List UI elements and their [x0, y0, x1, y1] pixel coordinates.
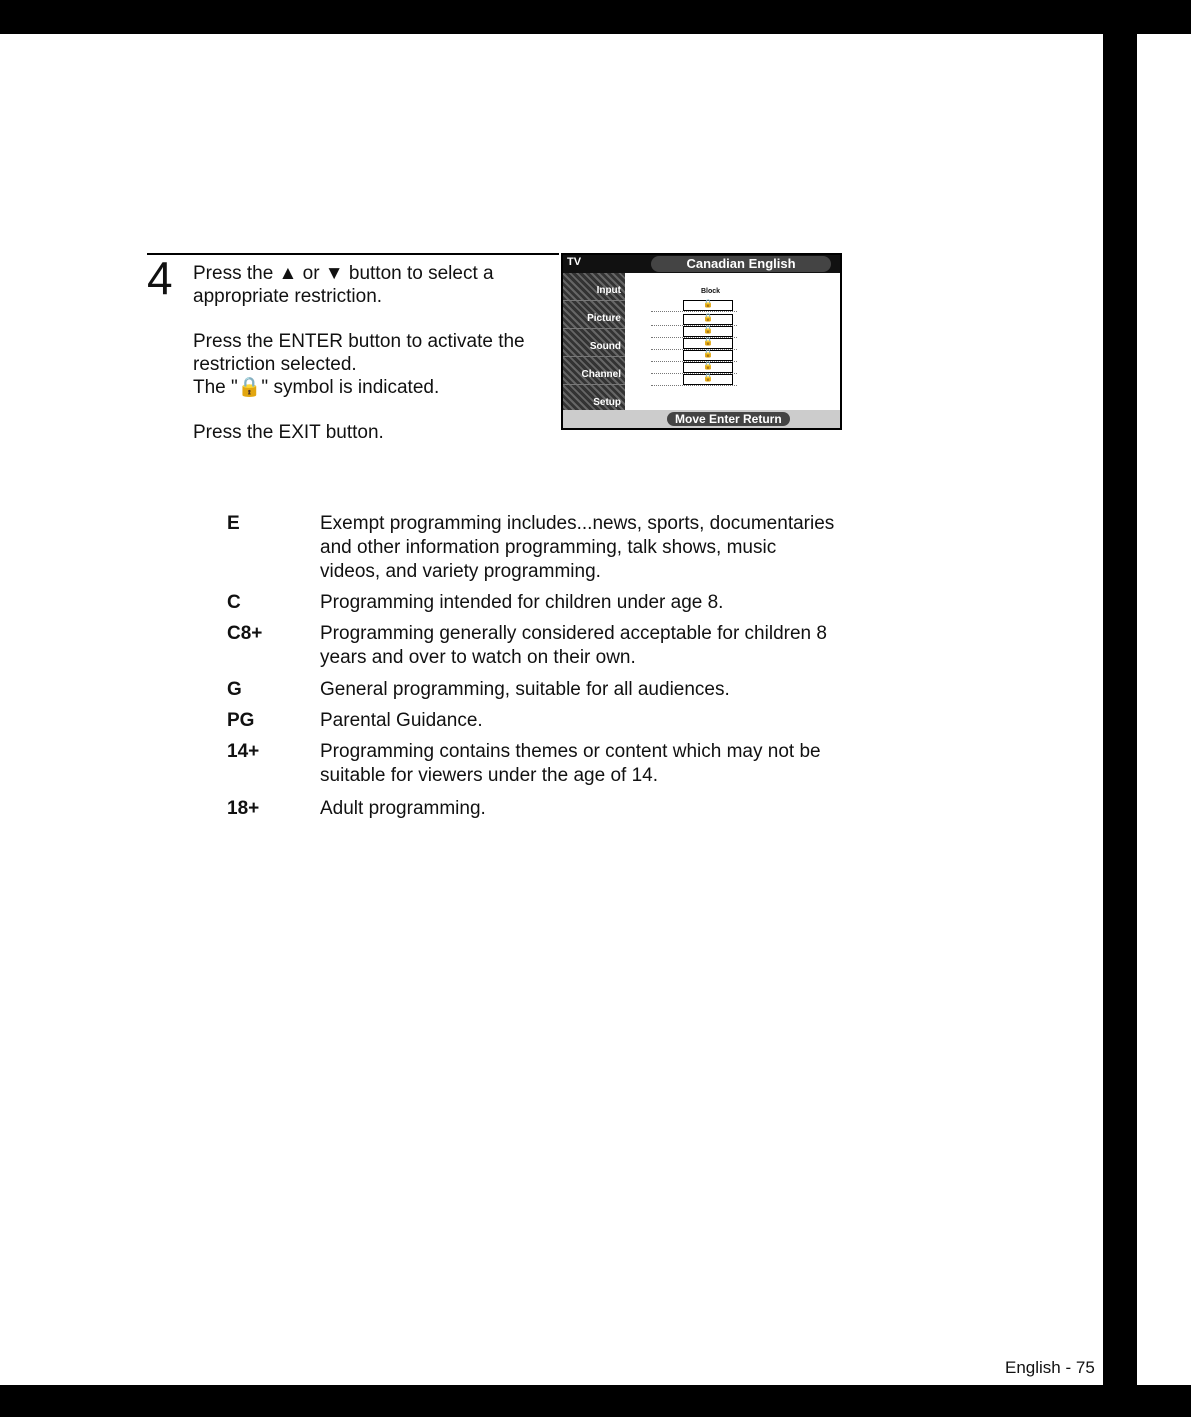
top-border	[0, 0, 1191, 34]
rating-code: PG	[227, 710, 255, 731]
rating-code: C8+	[227, 623, 263, 644]
rating-code: C	[227, 592, 241, 613]
step-paragraph-exit: Press the EXIT button.	[193, 422, 384, 443]
rating-code: 18+	[227, 798, 260, 819]
rating-description: Parental Guidance.	[320, 710, 483, 731]
rating-description: Programming contains themes or content which may not be suitable for viewers under the age of 14.	[320, 741, 821, 786]
rating-description: Exempt programming includes...news, sports, documentaries and other information programming, talk shows, music videos, and variety programming.	[320, 513, 835, 582]
right-border	[1103, 0, 1137, 1385]
page-number: English - 75	[1005, 1358, 1095, 1377]
step-paragraph-enter: Press the ENTER button to activate the restriction selected. The "🔒" symbol is indicated.	[193, 331, 525, 398]
osd-tv-label: TV	[567, 256, 582, 268]
osd-menu-screenshot	[561, 253, 842, 430]
step-paragraph-select: Press the ▲ or ▼ button to select a appropriate restriction.	[193, 263, 494, 307]
lock-icon: 🔒	[703, 361, 713, 370]
lock-icon: 🔒	[703, 313, 713, 322]
rating-description: Adult programming.	[320, 798, 486, 819]
osd-sidebar	[563, 273, 625, 410]
osd-row	[651, 373, 737, 386]
rating-code: G	[227, 679, 242, 700]
rating-description: Programming generally considered acceptable for children 8 years and over to watch on their own.	[320, 623, 827, 668]
lock-icon: 🔒	[703, 337, 713, 346]
step-divider	[147, 253, 559, 255]
osd-menu-channel: Channel	[563, 357, 625, 385]
osd-rating-panel	[651, 285, 741, 389]
osd-menu-input: Input	[563, 273, 625, 301]
step-number: 4	[147, 252, 173, 304]
step-instructions	[193, 262, 553, 466]
osd-footer-hints: Move Enter Return	[667, 412, 790, 426]
bottom-border	[0, 1385, 1191, 1417]
osd-row	[651, 299, 737, 312]
lock-icon: 🔒	[703, 373, 713, 382]
osd-heading: Canadian English	[651, 256, 831, 272]
osd-menu-picture: Picture	[563, 301, 625, 329]
osd-block-label: Block	[701, 288, 721, 295]
osd-menu-sound: Sound	[563, 329, 625, 357]
lock-icon: 🔒	[703, 325, 713, 334]
rating-code: E	[227, 513, 240, 534]
rating-description: Programming intended for children under age 8.	[320, 592, 724, 613]
osd-title-bar	[563, 255, 840, 273]
rating-code: 14+	[227, 741, 260, 762]
lock-icon: 🔒	[703, 349, 713, 358]
osd-footer	[563, 410, 840, 428]
rating-description: General programming, suitable for all audiences.	[320, 679, 730, 700]
lock-icon: 🔒	[703, 299, 713, 308]
osd-menu-setup: Setup	[563, 385, 625, 413]
